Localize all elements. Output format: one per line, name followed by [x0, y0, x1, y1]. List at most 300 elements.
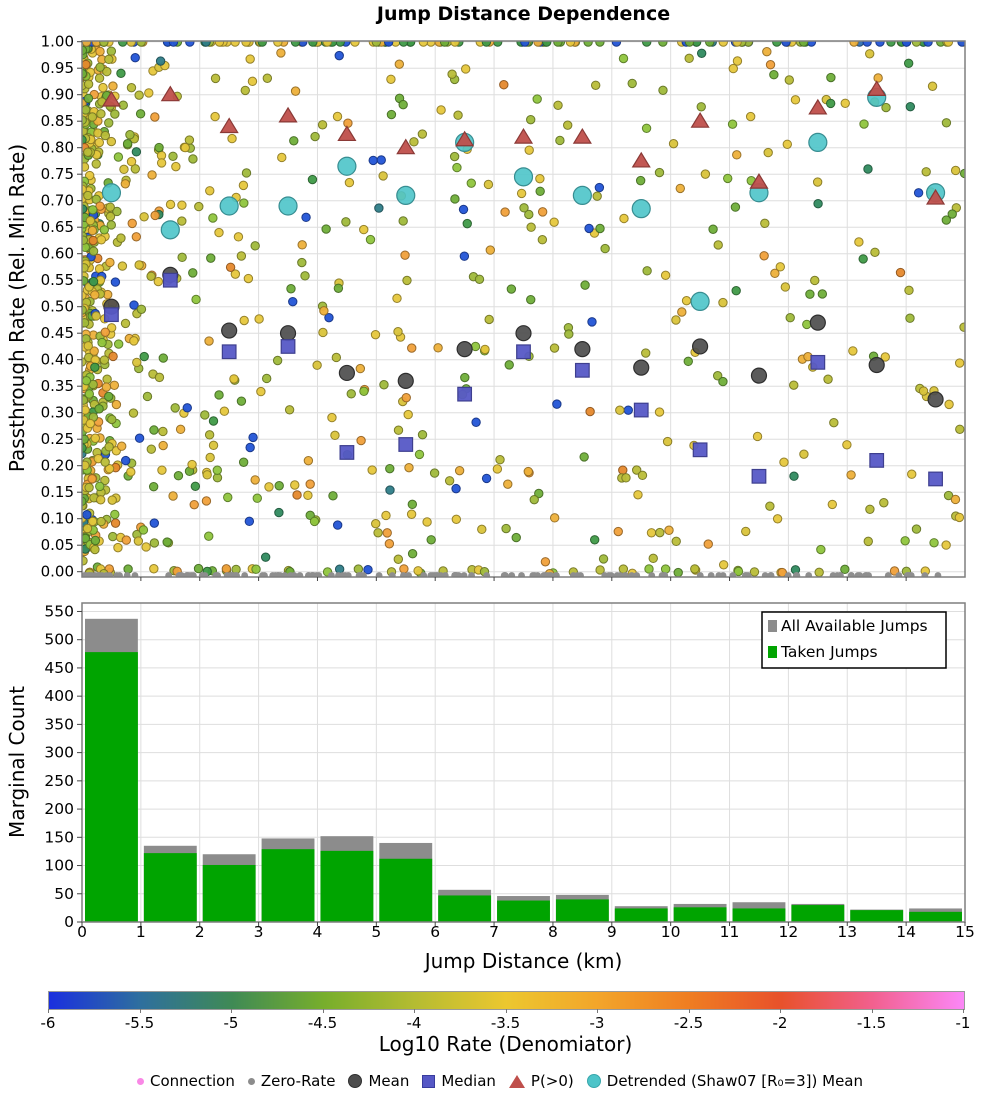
legend-item-zero-rate	[248, 1072, 336, 1090]
p-gt0-marker	[633, 153, 650, 167]
scatter-point-top	[876, 38, 884, 46]
scatter-point	[403, 276, 411, 284]
scatter-point	[89, 277, 97, 285]
scatter-point	[676, 184, 684, 192]
bar-ylabel: Marginal Count	[5, 686, 29, 838]
scatter-point	[132, 148, 140, 156]
scatter-point	[84, 94, 92, 102]
scatter-point	[80, 264, 88, 272]
zero-rate-dot	[165, 572, 172, 579]
scatter-point	[811, 276, 819, 284]
scatter-point	[319, 328, 327, 336]
zero-rate-dot	[935, 572, 942, 579]
scatter-point	[106, 203, 114, 211]
scatter-point	[386, 464, 394, 472]
tick-label: 0	[64, 913, 74, 931]
mean-marker	[810, 315, 825, 330]
scatter-point	[581, 281, 589, 289]
scatter-point	[659, 86, 667, 94]
scatter-point	[101, 458, 109, 466]
scatter-point	[951, 495, 959, 503]
scatter-point	[847, 471, 855, 479]
bar-taken	[438, 895, 491, 922]
scatter-point	[89, 236, 97, 244]
scatter-point	[595, 183, 603, 191]
scatter-point-top	[215, 38, 223, 46]
scatter-point	[393, 294, 401, 302]
detrended-marker	[102, 184, 120, 202]
scatter-point	[463, 219, 471, 227]
scatter-point-zero	[222, 565, 230, 573]
scatter-point	[500, 81, 508, 89]
scatter-point	[908, 470, 916, 478]
scatter-point	[445, 477, 453, 485]
scatter-point	[169, 152, 177, 160]
scatter-point	[485, 315, 493, 323]
scatter-point	[88, 475, 96, 483]
scatter-point	[955, 359, 963, 367]
scatter-point	[241, 86, 249, 94]
scatter-point	[344, 119, 352, 127]
scatter-point	[824, 375, 832, 383]
scatter-point	[246, 443, 254, 451]
tick-label: 0.75	[40, 165, 74, 184]
tick-label: 200	[44, 800, 74, 819]
scatter-point	[114, 153, 122, 161]
scatter-point	[399, 100, 407, 108]
scatter-point	[501, 208, 509, 216]
scatter-point	[785, 76, 793, 84]
bar-taken	[144, 853, 197, 922]
scatter-point-top	[773, 38, 781, 46]
median-marker	[811, 356, 825, 370]
scatter-point	[753, 432, 761, 440]
scatter-point	[719, 561, 727, 569]
scatter-point	[450, 152, 458, 160]
scatter-point	[643, 267, 651, 275]
colorbar-tick-label: -2	[772, 1014, 788, 1032]
scatter-point	[818, 290, 826, 298]
bar-taken	[320, 851, 373, 922]
detrended-marker	[632, 200, 650, 218]
scatter-point-top	[323, 38, 331, 46]
scatter-point	[239, 181, 247, 189]
bar-legend	[762, 612, 946, 668]
scatter-point	[237, 252, 245, 260]
scatter-point	[669, 139, 677, 147]
scatter-point	[814, 200, 822, 208]
scatter-point	[133, 358, 141, 366]
scatter-point	[246, 55, 254, 63]
scatter-point-top	[566, 38, 574, 46]
scatter-point	[366, 235, 374, 243]
scatter-point	[97, 110, 105, 118]
zero-rate-dot	[272, 572, 279, 579]
scatter-point	[564, 121, 572, 129]
tick-label: 0.40	[40, 350, 74, 369]
scatter-point	[517, 189, 525, 197]
scatter-point	[105, 55, 113, 63]
scatter-point	[240, 316, 248, 324]
scatter-point-top	[706, 38, 714, 46]
scatter-point	[79, 236, 87, 244]
detrended-marker	[515, 168, 533, 186]
scatter-point	[92, 160, 100, 168]
scatter-point	[127, 468, 135, 476]
scatter-point	[533, 95, 541, 103]
scatter-point	[642, 349, 650, 357]
mean-circle-icon	[348, 1074, 362, 1088]
bar-taken	[497, 901, 550, 922]
mean-marker	[693, 339, 708, 354]
scatter-point	[415, 450, 423, 458]
scatter-point	[149, 482, 157, 490]
scatter-point	[467, 179, 475, 187]
scatter-point	[308, 175, 316, 183]
zero-rate-dot	[451, 572, 458, 579]
scatter-point	[507, 285, 515, 293]
scatter-point	[96, 482, 104, 490]
scatter-point	[195, 202, 203, 210]
scatter-point	[375, 204, 383, 212]
zero-rate-dot	[461, 572, 468, 579]
zero-rate-dot	[793, 572, 800, 579]
mean-marker	[751, 368, 766, 383]
scatter-point	[649, 554, 657, 562]
zero-rate-dot	[389, 572, 396, 579]
scatter-point	[91, 291, 99, 299]
scatter-point	[512, 533, 520, 541]
scatter-point-zero	[619, 565, 627, 573]
scatter-point	[452, 515, 460, 523]
scatter-point	[554, 101, 562, 109]
scatter-point	[105, 119, 113, 127]
scatter-point	[827, 73, 835, 81]
scatter-point	[634, 491, 642, 499]
p-gt0-marker	[868, 81, 885, 95]
scatter-point	[527, 223, 535, 231]
scatter-point	[624, 406, 632, 414]
scatter-point	[347, 390, 355, 398]
scatter-point	[380, 381, 388, 389]
scatter-point	[746, 112, 754, 120]
tick-label: 9	[606, 923, 617, 941]
colorbar-tick-label: -2.5	[673, 1014, 704, 1032]
scatter-point	[525, 146, 533, 154]
scatter-point-top	[887, 38, 895, 46]
scatter-point	[290, 137, 298, 145]
scatter-point	[249, 433, 257, 441]
scatter-point	[224, 493, 232, 501]
scatter-point-top	[100, 38, 108, 46]
scatter-point	[205, 532, 213, 540]
tick-label: 150	[44, 828, 74, 847]
zero-rate-dot	[281, 572, 288, 579]
scatter-point	[655, 168, 663, 176]
scatter-point	[137, 305, 145, 313]
scatter-point	[790, 381, 798, 389]
scatter-point	[148, 171, 156, 179]
mean-marker	[634, 360, 649, 375]
scatter-point	[96, 63, 104, 71]
scatter-point	[237, 397, 245, 405]
zero-rate-dot	[633, 572, 640, 579]
scatter-point	[601, 244, 609, 252]
scatter-point	[714, 241, 722, 249]
zero-rate-dot	[862, 572, 869, 579]
scatter-point	[129, 409, 137, 417]
colorbar-tick-mark	[872, 1009, 873, 1013]
scatter-point	[360, 387, 368, 395]
scatter-point	[190, 500, 198, 508]
scatter-point	[207, 254, 215, 262]
median-square-icon	[422, 1075, 435, 1088]
bar-taken	[674, 907, 727, 922]
scatter-point-zero	[674, 568, 682, 576]
bar-taken	[85, 652, 138, 922]
scatter-point	[112, 400, 120, 408]
scatter-point	[481, 345, 489, 353]
scatter-point	[192, 295, 200, 303]
zero-rate-dot	[518, 572, 525, 579]
scatter-point	[672, 316, 680, 324]
scatter-point	[253, 494, 261, 502]
zero-rate-dot	[132, 572, 139, 579]
scatter-point	[228, 134, 236, 142]
scatter-ylabel: Passthrough Rate (Rel. Min Rate)	[5, 143, 29, 473]
scatter-point	[211, 112, 219, 120]
zero-rate-dot	[743, 572, 750, 579]
scatter-point	[372, 519, 380, 527]
scatter-point	[156, 57, 164, 65]
scatter-point	[430, 469, 438, 477]
bar-plot	[0, 590, 1000, 950]
zero-rate-dot	[848, 572, 855, 579]
scatter-point	[453, 163, 461, 171]
scatter-point	[139, 526, 147, 534]
colorbar-tick-mark	[597, 1009, 598, 1013]
scatter-point	[855, 238, 863, 246]
scatter-point-top	[186, 38, 194, 46]
scatter-point-zero	[354, 565, 362, 573]
zero-rate-dot	[85, 572, 92, 579]
tick-label: 5	[371, 923, 382, 941]
scatter-point	[663, 437, 671, 445]
scatter-point	[556, 136, 564, 144]
scatter-point	[147, 272, 155, 280]
scatter-point	[159, 354, 167, 362]
scatter-point-top	[384, 38, 392, 46]
scatter-point	[82, 60, 90, 68]
scatter-point-top	[782, 38, 790, 46]
zero-rate-dot	[570, 572, 577, 579]
tick-label: 0.00	[40, 562, 74, 581]
scatter-point	[423, 518, 431, 526]
scatter-point	[257, 387, 265, 395]
tick-label: 2	[194, 923, 205, 941]
scatter-point	[427, 536, 435, 544]
detrended-marker	[809, 133, 827, 151]
scatter-point	[128, 219, 136, 227]
bar-taken	[203, 865, 256, 922]
zero-rate-dot	[577, 572, 584, 579]
scatter-point	[590, 536, 598, 544]
scatter-point	[394, 555, 402, 563]
scatter-point	[215, 228, 223, 236]
detrended-circle-icon	[587, 1074, 601, 1088]
scatter-point	[109, 532, 117, 540]
tick-label: 550	[44, 602, 74, 621]
scatter-point-zero	[124, 565, 132, 573]
scatter-point	[377, 156, 385, 164]
scatter-point	[770, 71, 778, 79]
mean-marker	[281, 326, 296, 341]
scatter-point-top	[902, 38, 910, 46]
scatter-point	[591, 81, 599, 89]
scatter-point	[331, 431, 339, 439]
scatter-point	[140, 352, 148, 360]
scatter-point	[418, 431, 426, 439]
scatter-point	[771, 269, 779, 277]
scatter-point	[661, 271, 669, 279]
scatter-point	[960, 323, 968, 331]
scatter-point	[496, 456, 504, 464]
scatter-point-top	[274, 38, 282, 46]
detrended-marker	[691, 292, 709, 310]
scatter-point	[203, 471, 211, 479]
scatter-point	[95, 265, 103, 273]
scatter-point-top	[482, 38, 490, 46]
scatter-point	[111, 510, 119, 518]
scatter-point	[166, 200, 174, 208]
scatter-point	[155, 143, 163, 151]
scatter-point	[88, 226, 96, 234]
scatter-point	[95, 138, 103, 146]
scatter-point	[244, 274, 252, 282]
scatter-point	[121, 319, 129, 327]
scatter-point	[360, 225, 368, 233]
scatter-point	[88, 113, 96, 121]
tick-label: 100	[44, 856, 74, 875]
scatter-point	[127, 83, 135, 91]
p-gt0-marker	[280, 108, 297, 122]
scatter-point	[504, 480, 512, 488]
colorbar-tick-label: -4	[406, 1014, 422, 1032]
median-marker	[634, 403, 648, 417]
scatter-point	[786, 314, 794, 322]
scatter-point-top	[137, 38, 145, 46]
scatter-point	[764, 148, 772, 156]
scatter-point	[685, 54, 693, 62]
zero-rate-dot	[124, 572, 131, 579]
tick-label: 0.25	[40, 430, 74, 449]
colorbar-tick-mark	[963, 1009, 964, 1013]
legend-item-median	[422, 1072, 496, 1090]
scatter-point	[118, 262, 126, 270]
scatter-point	[178, 217, 186, 225]
median-marker	[870, 454, 884, 468]
scatter-point	[135, 261, 143, 269]
scatter-point	[114, 543, 122, 551]
mean-marker	[222, 323, 237, 338]
scatter-point	[132, 233, 140, 241]
tick-label: 0.90	[40, 85, 74, 104]
scatter-point	[275, 508, 283, 516]
scatter-point	[145, 89, 153, 97]
scatter-point	[942, 119, 950, 127]
scatter-point	[382, 511, 390, 519]
scatter-point	[452, 484, 460, 492]
scatter-point	[119, 101, 127, 109]
colorbar-tick-mark	[689, 1009, 690, 1013]
zero-rate-dot	[720, 572, 727, 579]
scatter-point	[143, 392, 151, 400]
tick-label: 13	[837, 923, 858, 941]
zero-rate-dot	[468, 572, 475, 579]
tick-label: 8	[547, 923, 558, 941]
colorbar	[48, 991, 965, 1010]
scatter-point	[106, 212, 114, 220]
scatter-point	[107, 47, 115, 55]
scatter-point	[302, 213, 310, 221]
scatter-point	[147, 445, 155, 453]
scatter-point	[930, 539, 938, 547]
scatter-point	[97, 517, 105, 525]
scatter-point	[95, 405, 103, 413]
scatter-point	[293, 491, 301, 499]
scatter-point	[201, 411, 209, 419]
scatter-point	[882, 103, 890, 111]
scatter-point	[84, 342, 92, 350]
zero-rate-dot	[617, 572, 624, 579]
scatter-point	[379, 172, 387, 180]
legend-item-pgt0	[509, 1072, 574, 1090]
scatter-point	[304, 491, 312, 499]
scatter-point	[672, 537, 680, 545]
marker-legend	[0, 1072, 1000, 1090]
mean-marker	[516, 326, 531, 341]
scatter-point	[538, 208, 546, 216]
scatter-point-top	[202, 38, 210, 46]
tick-label: 0.20	[40, 456, 74, 475]
scatter-point	[475, 275, 483, 283]
zero-rate-dot	[106, 572, 113, 579]
scatter-point	[484, 180, 492, 188]
scatter-point	[864, 537, 872, 545]
scatter-point	[107, 137, 115, 145]
scatter-point	[83, 511, 91, 519]
colorbar-tick-label: -3.5	[490, 1014, 521, 1032]
zero-rate-dot-icon	[248, 1078, 255, 1085]
scatter-point-top	[521, 38, 529, 46]
scatter-point	[655, 408, 663, 416]
scatter-point	[181, 143, 189, 151]
connection-dot-icon	[137, 1078, 144, 1085]
scatter-point	[620, 214, 628, 222]
legend-label: Zero-Rate	[260, 1072, 336, 1090]
scatter-point	[226, 263, 234, 271]
scatter-point	[948, 210, 956, 218]
scatter-point	[766, 60, 774, 68]
bar-legend-label: Taken Jumps	[781, 643, 878, 661]
scatter-point	[394, 426, 402, 434]
scatter-point-top	[612, 38, 620, 46]
scatter-point	[874, 74, 882, 82]
scatter-point	[248, 77, 256, 85]
scatter-point	[172, 162, 180, 170]
zero-rate-dot	[608, 572, 615, 579]
scatter-point	[117, 69, 125, 77]
